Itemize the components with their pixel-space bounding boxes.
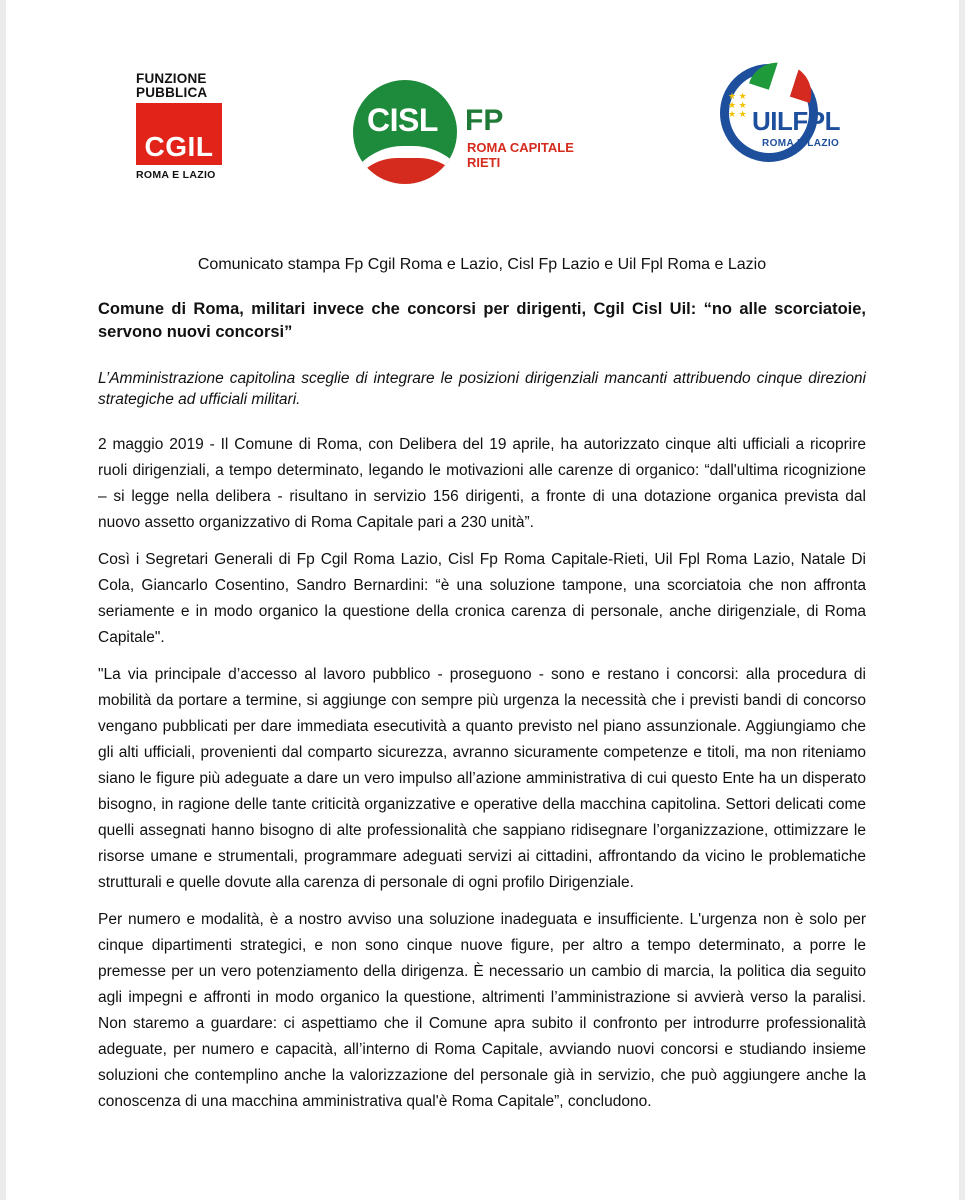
cisl-logo-circle [353,80,457,184]
uil-logo [716,62,866,174]
paragraph: 2 maggio 2019 - Il Comune di Roma, con Delibera del 19 aprile, ha autorizzato cinque alti ufficiali a ricoprire ruoli dirigenziali, a tempo determinato, legando le motivazioni alle carenze di organico: “dall'ultima ricognizione – si legge nella delibera - risultano in servizio 156 dirigenti, a fronte di una dotazione organica prevista dal nuovo assetto organizzativo di Roma Capitale pari a 230 unità”. [98,436,866,531]
cgil-logo-region: ROMA E LAZIO [136,169,216,181]
cgil-logo [136,72,232,196]
cgil-logo-main: CGIL [144,131,214,162]
uil-logo-main: UILFPL [752,106,840,136]
paragraph: Così i Segretari Generali di Fp Cgil Roma Lazio, Cisl Fp Roma Capitale-Rieti, Uil Fpl Roma Lazio, Natale Di Cola, Giancarlo Cosentino, Sandro Bernardini: “è una soluzione tampone, una scorciatoia che non affronta seriamente e in modo organico la questione della cronica carenza di personale, anche dirigenziale, di Roma Capitale". [98,551,866,646]
document-page [6,0,959,1200]
cisl-logo-fp: FP [465,104,504,137]
press-release-intro: L’Amministrazione capitolina sceglie di integrare le posizioni dirigenziali mancanti attribuendo cinque direzioni strategiche ad ufficiali militari. [98,370,866,408]
cgil-logo-line2: PUBBLICA [136,85,208,100]
cisl-logo [353,80,603,190]
cgil-logo-line1: FUNZIONE [136,71,207,86]
cisl-logo-sub1: ROMA CAPITALE [467,140,574,155]
cisl-logo-main: CISL [367,102,438,138]
paragraph: Per numero e modalità, è a nostro avviso una soluzione inadeguata e insufficiente. L'urgenza non è solo per cinque dipartimenti strategici, e non sono cinque nuove figure, per altro a tempo determinato, a porre le premesse per un vero potenziamento della dirigenza. È necessario un cambio di marcia, la politica dia seguito agli impegni e affronti in modo organico la questione, altrimenti l’amministrazione si avvierà verso la paralisi. Non staremo a guardare: ci aspettiamo che il Comune apra subito il confronto per introdurre professionalità adeguate, per numero e capacità, all’interno di Roma Capitale, avviando nuovi concorsi e studiando insieme soluzioni che contemplino anche la valorizzazione del personale già in servizio, che può aggiungere anche la conoscenza di una macchina amministrativa qual'è Roma Capitale”, concludono. [98,911,866,1110]
cisl-logo-sub [467,140,574,170]
eu-stars-icon: ★ ★ ★ ★ ★ ★ [728,91,747,119]
cgil-logo-box [136,103,222,165]
press-release-body [98,254,866,1126]
uil-logo-region: ROMA E LAZIO [762,138,840,149]
press-release-title: Comune di Roma, militari invece che concorsi per dirigenti, Cgil Cisl Uil: “no alle scorciatoie, servono nuovi concorsi” [98,300,866,341]
cisl-logo-sub2: RIETI [467,155,501,170]
logo-header [6,0,959,230]
press-release-heading: Comunicato stampa Fp Cgil Roma e Lazio, Cisl Fp Lazio e Uil Fpl Roma e Lazio [197,256,767,273]
paragraph: "La via principale d’accesso al lavoro pubblico - proseguono - sono e restano i concorsi: alla procedura di mobilità da portare a termine, si aggiunge con sempre più urgenza la necessità che i previsti bandi di concorso vengano pubblicati per dare immediata esecutività a quanto previsto nel piano assunzionale. Aggiungiamo che gli alti ufficiali, provenienti dal comparto sicurezza, avranno sicuramente competenze e titoli, ma non riteniamo siano le figure più adeguate a dare un vero impulso all’azione amministrativa di cui questo Ente ha un disperato bisogno, in ragione delle tante criticità organizzative e operative della macchina capitolina. Settori delicati come quelli assegnati hanno bisogno di alte professionalità che sappiano ridisegnare l’organizzazione, ottimizzare le risorse umane e strumentali, programmare adeguati servizi ai cittadini, affrontando da vicino le problematiche strutturali e quelle dovute alla carenza di personale di ogni profilo Dirigenziale. [98,666,866,891]
